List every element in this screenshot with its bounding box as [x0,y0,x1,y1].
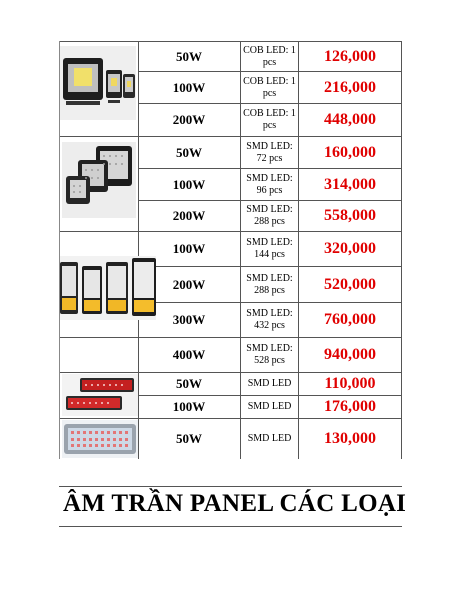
row-2-wattage: 100W [172,79,206,95]
product-photo-cob-floodlights [60,46,136,120]
row-5-wattage: 100W [172,176,206,192]
row-4-spec: SMD LED: 72 pcs [246,140,293,164]
row-11-price: 110,000 [324,375,376,392]
row-10-wattage: 400W [172,347,206,362]
row-5-price: 314,000 [324,175,376,193]
row-6-price: 558,000 [324,207,376,224]
heading-top-rule [59,486,402,487]
row-1-wattage: 50W [176,48,202,64]
row-9-price: 760,000 [324,311,376,328]
row-2-spec: COB LED: 1 pcs [243,75,296,99]
grid-col-line [401,41,402,459]
row-1-spec: COB LED: 1 pcs [243,44,296,68]
row-10-spec: SMD LED: 528 pcs [246,343,293,366]
row-10-price: 940,000 [324,346,376,363]
row-8-wattage: 200W [172,276,206,292]
row-7-spec: SMD LED: 144 pcs [246,237,293,260]
row-3-wattage: 200W [172,112,206,127]
row-13-spec: SMD LED [247,433,292,444]
product-photo-red-led-modules [62,374,138,416]
row-3-spec: COB LED: 1 pcs [243,108,296,131]
row-6-spec: SMD LED: 288 pcs [246,204,293,227]
row-4-price: 160,000 [324,143,376,161]
row-1-price: 126,000 [324,47,376,65]
row-5-spec: SMD LED: 96 pcs [246,172,293,196]
row-12-wattage: 100W [172,399,206,414]
row-4-wattage: 50W [176,144,202,160]
row-8-spec: SMD LED: 288 pcs [246,272,293,296]
row-13-price: 130,000 [324,430,376,447]
heading-bottom-rule [59,526,402,527]
row-11-spec: SMD LED [247,378,292,389]
row-12-spec: SMD LED [247,401,292,412]
product-photo-smd-panel-module [62,420,138,458]
row-3-price: 448,000 [324,111,376,128]
row-12-price: 176,000 [324,398,376,415]
product-photo-smd-floodlights [62,142,136,218]
row-7-wattage: 100W [172,241,206,256]
row-7-price: 320,000 [324,240,376,257]
row-6-wattage: 200W [172,208,206,223]
row-2-price: 216,000 [324,78,376,96]
row-9-spec: SMD LED: 432 pcs [246,308,293,331]
row-13-wattage: 50W [176,431,202,446]
row-8-price: 520,000 [324,275,376,293]
row-11-wattage: 50W [176,376,202,391]
section-heading: ÂM TRẦN PANEL CÁC LOẠI [63,490,407,517]
row-9-wattage: 300W [172,312,206,327]
